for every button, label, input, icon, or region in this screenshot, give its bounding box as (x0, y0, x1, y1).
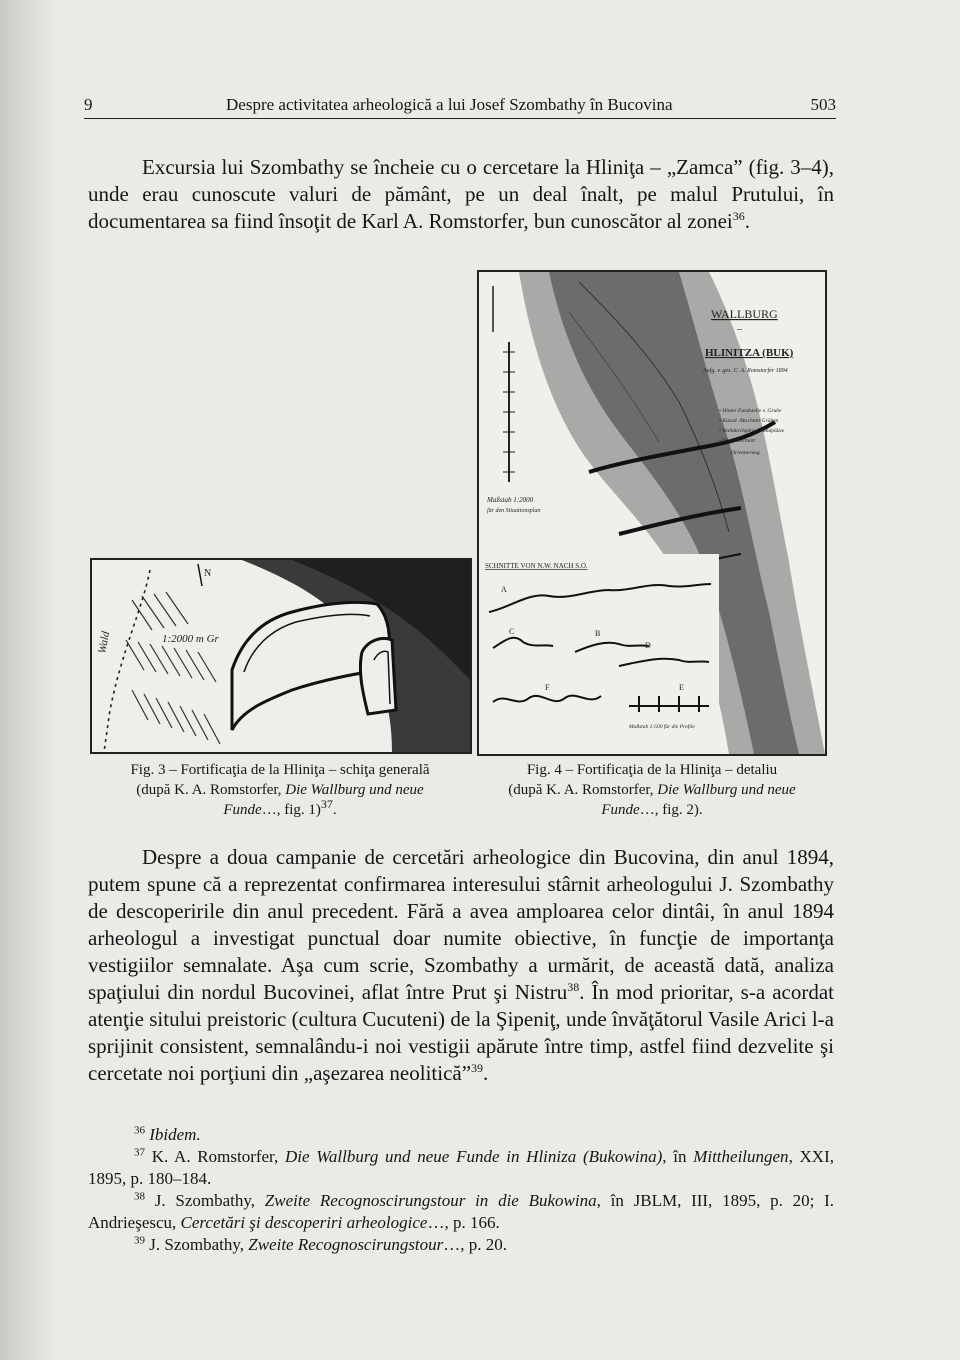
footnote-ref-38[interactable]: 38 (567, 980, 580, 994)
paragraph-2-text-b: . În mod prioritar, s-a acordat atenţie sitului preistoric (cultura Cucuteni) de la Şipeniţ, unde învăţătorul Vasile Arici l-a sprijinit consistent, semnalându-i noi vestigii apărute între timp, astfel fiind dezvelite şi cercetate noi porţiuni din „aşezarea neolitică” (88, 980, 834, 1085)
caption-3-end: . (332, 802, 337, 818)
figure-4-map (479, 272, 825, 754)
footnote-39-title: Zweite Recognoscirungstour (248, 1235, 444, 1254)
caption-4-source: (după K. A. Romstorfer, (508, 782, 658, 798)
footnote-39-author: J. Szombathy, (149, 1235, 249, 1254)
footnote-36 (88, 1124, 834, 1146)
section-label-e: E (679, 683, 684, 692)
page-number: 503 (810, 95, 836, 114)
figure-3-scale-label: 1:2000 m Gr (162, 633, 219, 645)
caption-4-line-1: Fig. 4 – Fortificaţia de la Hliniţa – detaliu (526, 762, 778, 778)
running-header (84, 92, 836, 119)
figure-4-title-1: WALLBURG (711, 307, 778, 321)
footnote-number: 39 (134, 1234, 145, 1247)
footnote-number: 36 (134, 1124, 145, 1137)
figure-4-detail-plan (477, 270, 827, 756)
caption-3-line-2 (88, 780, 472, 800)
left-page-number: 9 (84, 95, 93, 114)
section-label-a: A (501, 585, 507, 594)
footnote-38-pages: …, p. 166. (427, 1213, 500, 1232)
section-label-d: D (645, 641, 651, 650)
figure-4-scale: Maßstab 1:2000 (487, 496, 534, 504)
figure-4-section-scale: Maßstab 1:500 für die Profile (629, 724, 695, 730)
figure-3-general-sketch (90, 558, 472, 754)
figure-4-legend-2: • Künstl. Abschnitt Gräben (719, 418, 779, 424)
footnote-ref-39[interactable]: 39 (471, 1061, 484, 1075)
figure-4-sections-heading: SCHNITTE VON N.W. NACH S.O. (485, 562, 588, 570)
page-gutter-shadow (0, 0, 60, 1360)
footnote-ref-37[interactable]: 37 (320, 797, 333, 811)
footnote-37-author: K. A. Romstorfer, (151, 1147, 286, 1166)
caption-4-fig-ref: …, fig. 2). (639, 802, 703, 818)
footnote-number: 38 (134, 1190, 145, 1203)
caption-3-work-title: Die Wallburg und neue (285, 782, 424, 798)
footnote-37-in: , în (662, 1147, 694, 1166)
paragraph-excursion (88, 154, 834, 235)
footnote-38-title: Zweite Recognoscirungstour in die Bukowina (264, 1191, 597, 1210)
caption-4-work-title: Die Wallburg und neue (657, 782, 796, 798)
figure-4-scale-sub: für den Situationsplan (487, 508, 541, 514)
paragraph-1-end: . (744, 209, 750, 233)
caption-3-work-title-end: Funde (223, 802, 262, 818)
section-label-c: C (509, 627, 515, 636)
figure-4-legend-4: • Thal-Anschnitt (719, 438, 755, 444)
footnote-37 (88, 1146, 834, 1190)
footnotes (88, 1124, 834, 1256)
footnote-38 (88, 1190, 834, 1234)
footnote-38-author: J. Szombathy, (154, 1191, 265, 1210)
figure-3-north-mark: N (204, 568, 212, 579)
figure-4-legend-3: • Walldurchgänge Fundplätze (719, 428, 785, 434)
footnote-39 (88, 1234, 834, 1256)
caption-3-fig-ref: …, fig. 1) (261, 802, 321, 818)
figure-4-legend-5: Orientierung (731, 450, 760, 456)
paragraph-2-end: . (483, 1061, 489, 1085)
figure-4-author: Aufg. v. gez. C. A. Romstorfer 1894 (703, 368, 788, 374)
paragraph-2-text-a: Despre a doua campanie de cercetări arheologice din Bucovina, din anul 1894, putem spune că a reprezentat confirmarea interesului stârnit arheologului J. Szombathy de descoperirile din anul precedent. Fără a avea amploarea celor dintâi, în anul 1894 arheologul a investigat punctual doar numite obiective, în funcţie de importanţa vestigiilor semnalate. Aşa cum scrie, Szombathy a urmărit, de această dată, analiza spaţiului din nordul Bucovinei, aflat între Prut şi Nistru (88, 845, 834, 1004)
caption-4-line-2 (474, 780, 830, 800)
figure-3-caption (88, 760, 472, 820)
figure-4-caption (474, 760, 830, 820)
caption-4-line-3 (474, 800, 830, 820)
caption-3-source: (după K. A. Romstorfer, (136, 782, 286, 798)
figure-4-legend-1: • Hinter Fundstelle v. Grube (719, 408, 782, 414)
footnote-37-journal: Mittheilungen (693, 1147, 789, 1166)
section-label-f: F (545, 683, 550, 692)
footnote-38-title-2: Cercetări şi descoperiri arheologice (180, 1213, 428, 1232)
caption-3-line-3 (88, 797, 472, 820)
footnote-number: 37 (134, 1146, 145, 1159)
figure-3-map (92, 560, 470, 752)
figure-4-title-3: HLINITZA (BUK) (705, 347, 794, 359)
caption-4-work-title-end: Funde (601, 802, 640, 818)
running-title: Despre activitatea arheologică a lui Josef Szombathy în Bucovina (226, 95, 673, 114)
caption-3-line-1: Fig. 3 – Fortificaţia de la Hliniţa – schiţa generală (130, 762, 430, 778)
paragraph-1-text: Excursia lui Szombathy se încheie cu o cercetare la Hliniţa – „Zamca” (fig. 3–4), unde erau cunoscute valuri de pământ, pe un deal înalt, pe malul Prutului, în documentarea sa fiind însoţit de Karl A. Romstorfer, bun cunoscător al zonei (88, 155, 834, 233)
footnote-39-pages: …, p. 20. (443, 1235, 508, 1254)
footnote-36-text: Ibidem. (149, 1125, 201, 1144)
footnote-37-pages: , XXI, 1895, p. 180–184. (88, 1147, 834, 1188)
figure-4-title-2: – (737, 324, 742, 335)
footnote-37-title: Die Wallburg und neue Funde in Hliniza (Bukowina) (285, 1147, 663, 1166)
footnote-ref-36[interactable]: 36 (732, 209, 745, 223)
footnote-38-ref: , în JBLM, III, 1895, p. 20; I. Andrieşescu, (88, 1191, 834, 1232)
paragraph-second-campaign (88, 844, 834, 1087)
section-label-b: B (595, 629, 601, 638)
figure-3-wald-label: Wald (96, 630, 113, 655)
